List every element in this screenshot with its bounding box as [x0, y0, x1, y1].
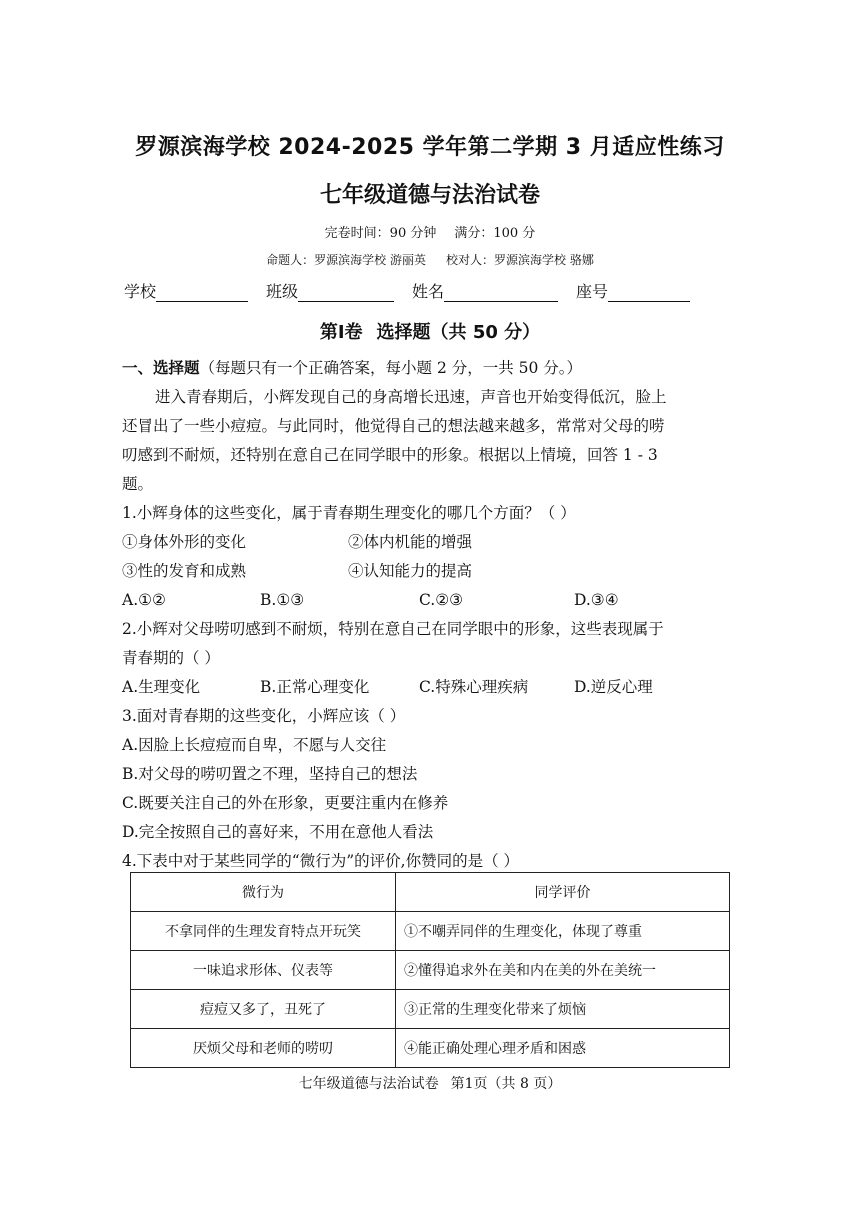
table-cell-behavior: 痘痘又多了，丑死了: [131, 990, 396, 1029]
seat-label: 座号: [576, 282, 609, 301]
part1-heading: [122, 358, 742, 378]
page-footer: [0, 1073, 860, 1093]
q2-stem-line2: 青春期的（ ）: [122, 649, 220, 667]
table-row: [131, 990, 730, 1029]
q2-option-c[interactable]: C.特殊心理疾病: [419, 678, 529, 696]
q3-option-c[interactable]: C.既要关注自己的外在形象，更要注重内在修养: [122, 794, 449, 812]
q1-item: ③性的发育和成熟: [122, 562, 247, 580]
student-info-line: [124, 279, 744, 302]
class-blank[interactable]: [298, 283, 394, 302]
exam-subtitle: 七年级道德与法治试卷: [319, 183, 540, 208]
table-header-cell: 同学评价: [396, 873, 730, 912]
passage-line: 还冒出了一些小痘痘。与此同时，他觉得自己的想法越来越多，常常对父母的唠: [122, 417, 665, 435]
q1-option-c[interactable]: C.②③: [419, 591, 464, 609]
exam-meta-time-score: [0, 222, 860, 241]
passage-line: 叨感到不耐烦，还特别在意自己在同学眼中的形象。根据以上情境，回答 1 - 3: [122, 446, 658, 464]
q2-options: [122, 677, 742, 697]
table-cell-behavior: 一味追求形体、仪表等: [131, 951, 396, 990]
exam-score: 满分：100 分: [454, 226, 536, 241]
table-row: [131, 912, 730, 951]
table-cell-evaluation: ①不嘲弄同伴的生理变化，体现了尊重: [396, 912, 730, 951]
exam-author: 命题人：罗源滨海学校 游丽英: [266, 253, 426, 267]
q3-option-b[interactable]: B.对父母的唠叨置之不理，坚持自己的想法: [122, 765, 418, 783]
name-label: 姓名: [412, 282, 445, 301]
exam-title: 罗源滨海学校 2024-2025 学年第二学期 3 月适应性练习: [135, 135, 725, 160]
q3-stem: 3.面对青春期的这些变化，小辉应该（ ）: [122, 707, 406, 725]
q1-options: [122, 590, 742, 610]
table-cell-behavior: 不拿同伴的生理发育特点开玩笑: [131, 912, 396, 951]
q3-option-d[interactable]: D.完全按照自己的喜好来，不用在意他人看法: [122, 823, 434, 841]
school-label: 学校: [124, 282, 157, 301]
q1-option-a[interactable]: A.①②: [122, 591, 166, 609]
table-row: [131, 951, 730, 990]
q1-item: ①身体外形的变化: [122, 533, 247, 551]
school-blank[interactable]: [156, 283, 248, 302]
q4-evaluation-table: [130, 872, 730, 1068]
q3-option-a[interactable]: A.因脸上长痘痘而自卑，不愿与人交往: [122, 736, 387, 754]
table-header-row: [131, 873, 730, 912]
exam-time: 完卷时间：90 分钟: [324, 226, 437, 241]
q1-option-d[interactable]: D.③④: [574, 591, 619, 609]
seat-blank[interactable]: [608, 283, 690, 302]
class-label: 班级: [266, 282, 299, 301]
q1-option-b[interactable]: B.①③: [260, 591, 305, 609]
part1-instruction: （每题只有一个正确答案，每小题 2 分，一共 50 分。）: [199, 359, 583, 377]
table-cell-evaluation: ②懂得追求外在美和内在美的外在美统一: [396, 951, 730, 990]
section-part: 第Ⅰ卷: [319, 322, 363, 343]
table-row: [131, 1029, 730, 1068]
q2-stem-line1: 2.小辉对父母唠叨感到不耐烦，特别在意自己在同学眼中的形象，这些表现属于: [122, 620, 664, 638]
section-heading: [0, 318, 860, 344]
footer-page: 第1页（共 8 页）: [450, 1076, 562, 1092]
table-cell-evaluation: ④能正确处理心理矛盾和困惑: [396, 1029, 730, 1068]
exam-reviewer: 校对人：罗源滨海学校 骆娜: [446, 253, 594, 267]
footer-title: 七年级道德与法治试卷: [298, 1076, 439, 1092]
q2-option-a[interactable]: A.生理变化: [122, 678, 201, 696]
q2-option-b[interactable]: B.正常心理变化: [260, 678, 370, 696]
q1-items-row: [122, 532, 742, 552]
section-title: 选择题（共 50 分）: [376, 322, 541, 343]
q1-item: ②体内机能的增强: [348, 533, 473, 551]
q2-option-d[interactable]: D.逆反心理: [574, 678, 653, 696]
passage-line: 进入青春期后，小辉发现自己的身高增长迅速，声音也开始变得低沉，脸上: [155, 388, 667, 406]
part1-label: 一、选择题: [122, 359, 200, 377]
table-cell-evaluation: ③正常的生理变化带来了烦恼: [396, 990, 730, 1029]
name-blank[interactable]: [444, 283, 558, 302]
passage-line: 题。: [122, 475, 154, 493]
q4-stem: 4.下表中对于某些同学的“微行为”的评价,你赞同的是（ ）: [122, 852, 519, 870]
table-cell-behavior: 厌烦父母和老师的唠叨: [131, 1029, 396, 1068]
q1-items-row: [122, 561, 742, 581]
q1-stem: 1.小辉身体的这些变化，属于青春期生理变化的哪几个方面？（ ）: [122, 504, 576, 522]
q1-item: ④认知能力的提高: [348, 562, 473, 580]
exam-meta-authors: [0, 251, 860, 268]
table-header-cell: 微行为: [131, 873, 396, 912]
